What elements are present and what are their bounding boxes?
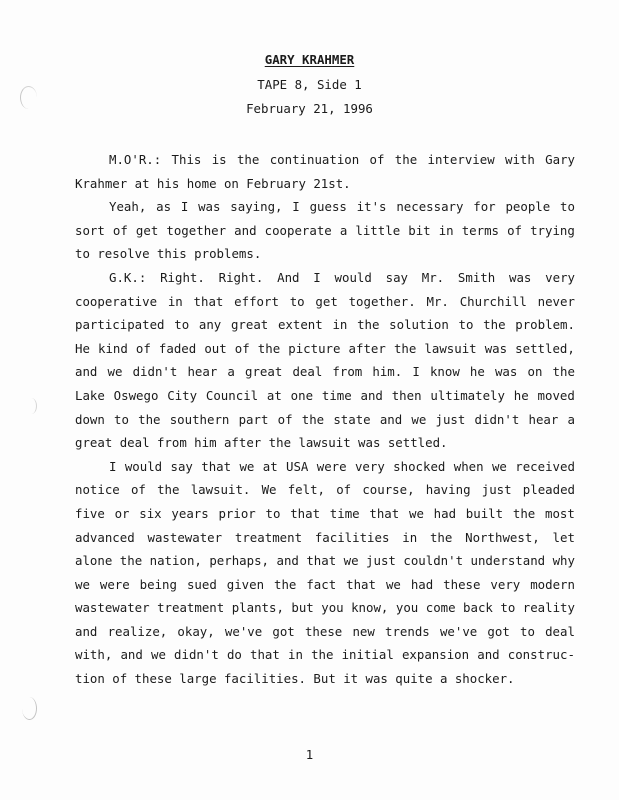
transcript-paragraph (75, 266, 575, 455)
transcript-line: advanced wastewater treatment facilities in the Northwest, let (75, 529, 575, 545)
transcript-line: down to the southern part of the state and we just didn't hear a (75, 411, 575, 427)
transcript-line: He kind of faded out of the picture after the lawsuit was settled, (75, 340, 575, 356)
transcript-line: participated to any great extent in the solution to the problem. (75, 317, 575, 333)
transcript-line: Yeah, as I was saying, I guess it's necessary for people to (109, 199, 575, 215)
transcript-line: M.O'R.: This is the continuation of the interview with Gary (109, 152, 575, 167)
page-number: 1 (305, 747, 314, 762)
transcript-line: cooperative in that effort to get together. Mr. Churchill never (75, 293, 575, 309)
transcript-line: five or six years prior to that time that we had built the most (75, 505, 575, 521)
transcript-line: to resolve this problems. (75, 246, 262, 262)
transcript-line: tion of these large facilities. But it was quite a shocker. (75, 671, 515, 687)
interview-date: February 21, 1996 (246, 101, 373, 116)
transcript-paragraph (75, 195, 575, 266)
transcript-line: great deal from him after the lawsuit was settled. (75, 435, 448, 451)
transcript-line: I would say that we at USA were very shocked when we received (109, 458, 575, 474)
transcript-line: Lake Oswego City Council at one time and then ultimately he moved (75, 387, 575, 403)
transcript-paragraph (75, 148, 575, 195)
transcript-body (75, 148, 575, 691)
punch-hole-mark (26, 398, 37, 414)
punch-hole-mark (22, 697, 37, 720)
transcript-line: notice of the lawsuit. We felt, of course, having just pleaded (75, 482, 575, 498)
tape-label: TAPE 8, Side 1 (257, 77, 362, 92)
transcript-line: wastewater treatment plants, but you know, you come back to reality (75, 600, 575, 616)
transcript-line: we were being sued given the fact that we had these very modern (75, 576, 575, 592)
transcript-line: and realize, okay, we've got these new trends we've got to deal (75, 623, 575, 639)
transcript-line: Krahmer at his home on February 21st. (75, 175, 351, 191)
transcript-line: G.K.: Right. Right. And I would say Mr. Smith was very (109, 269, 575, 285)
transcript-line: alone the nation, perhaps, and that we just couldn't understand why (75, 553, 575, 569)
transcript-line: sort of get together and cooperate a little bit in terms of trying (75, 222, 575, 238)
transcript-line: and we didn't hear a great deal from him. I know he was on the (75, 364, 575, 380)
transcript-line: with, and we didn't do that in the initial expansion and construc- (75, 647, 575, 663)
document-title: GARY KRAHMER (264, 52, 355, 67)
transcript-paragraph (75, 455, 575, 691)
